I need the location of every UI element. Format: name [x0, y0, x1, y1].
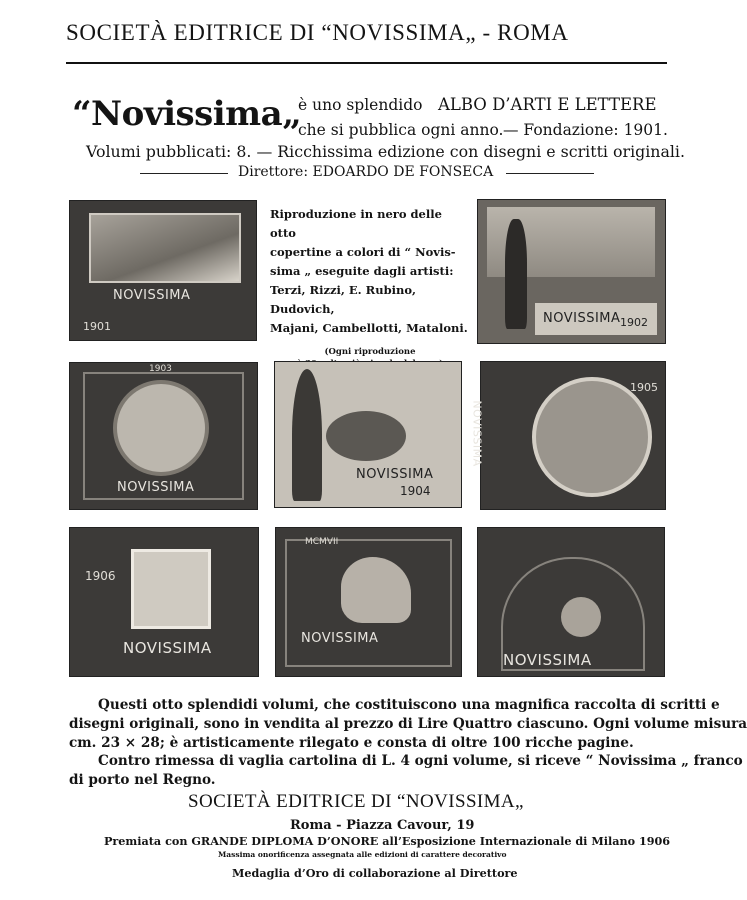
caption-line-5: Majani, Cambellotti, Mataloni.	[270, 321, 468, 335]
footer-award: Premiata con GRANDE DIPLOMA D’ONORE all’Esposizione Internazionale di Milano 1906	[104, 834, 671, 848]
cover-1907	[275, 527, 462, 677]
footer-address: Roma - Piazza Cavour, 19	[290, 818, 475, 833]
cover-1901	[69, 200, 257, 341]
body-line-2: disegni originali, sono in vendita al prezzo di Lire Quattro ciascuno. Ogni volume misura	[69, 716, 747, 732]
masthead-line1-a: è uno splendido	[298, 96, 423, 114]
cover-1904-figure	[292, 369, 322, 501]
header-rule	[66, 62, 667, 64]
cover-1905-year: 1905	[630, 381, 658, 394]
cover-1904-year: 1904	[400, 484, 431, 498]
director-rule-left	[140, 173, 228, 174]
footer-publisher: SOCIETÀ EDITRICE DI “NOVISSIMA„	[188, 791, 524, 812]
cover-1907-title: NOVISSIMA	[301, 631, 379, 646]
cover-1908-title: NOVISSIMA	[503, 651, 592, 669]
cover-1902-year: 1902	[620, 316, 648, 329]
cover-1908-figure	[561, 597, 601, 637]
body-line-1: Questi otto splendidi volumi, che costituiscono una magnifica raccolta di scritti e	[98, 697, 720, 713]
masthead-line3: Volumi pubblicati: 8. — Ricchissima edizione con disegni e scritti originali.	[86, 142, 686, 161]
cover-1901-illustration	[89, 213, 241, 283]
cover-1904-drapery	[326, 411, 406, 461]
masthead-line1-b: ALBO D’ARTI E LETTERE	[438, 95, 657, 114]
cover-1905-title: NOVISSIMA	[470, 400, 484, 467]
cover-1906-title: NOVISSIMA	[123, 639, 212, 657]
footer-medal: Medaglia d’Oro di collaborazione al Direttore	[232, 866, 518, 880]
body-line-3: cm. 23 × 28; è artisticamente rilegato e consta di oltre 100 ricche pagine.	[69, 735, 634, 751]
masthead-line2-b: — Fondazione: 1901.	[503, 121, 668, 139]
cover-1904-title: NOVISSIMA	[356, 467, 434, 482]
caption-line-2: copertine a colori di “ Novis-	[270, 245, 456, 259]
cover-1903-medallion	[113, 380, 209, 476]
cover-1902-figure	[505, 219, 527, 329]
cover-1901-title: NOVISSIMA	[113, 288, 191, 303]
director-rule-right	[506, 173, 594, 174]
director-line: Direttore: EDOARDO DE FONSECA	[238, 164, 494, 180]
cover-1905-medallion	[532, 377, 652, 497]
caption-line-3: sima „ eseguite dagli artisti:	[270, 264, 454, 278]
masthead-line2-a: che si pubblica ogni anno.	[298, 121, 504, 139]
caption-note-1: (Ogni riproduzione	[324, 347, 416, 357]
cover-1907-year: MCMVII	[305, 537, 339, 547]
masthead-title: “Novissima„	[72, 94, 302, 134]
caption-line-4: Terzi, Rizzi, E. Rubino, Dudovich,	[270, 283, 417, 316]
body-line-4: Contro rimessa di vaglia cartolina di L. 4 ogni volume, si riceve “ Novissima „ franco	[98, 753, 743, 769]
cover-1901-year: 1901	[83, 320, 111, 333]
cover-1903-title: NOVISSIMA	[117, 480, 195, 495]
body-line-5: di porto nel Regno.	[69, 772, 216, 788]
cover-1906-year: 1906	[85, 569, 116, 583]
center-caption	[270, 205, 470, 370]
caption-line-1: Riproduzione in nero delle otto	[270, 207, 442, 240]
cover-1908	[477, 527, 665, 677]
cover-1903	[69, 362, 258, 510]
cover-1904	[274, 361, 462, 508]
cover-1902-title: NOVISSIMA	[543, 311, 621, 326]
publisher-header: SOCIETÀ EDITRICE DI “NOVISSIMA„ - ROMA	[66, 20, 569, 45]
cover-1905	[470, 361, 666, 510]
cover-1903-year: 1903	[149, 364, 172, 374]
cover-1902	[477, 199, 666, 344]
cover-1906	[69, 527, 259, 677]
cover-1906-picture	[131, 549, 211, 629]
footer-award-note: Massima onorificenza assegnata alle edizioni di carattere decorativo	[218, 850, 507, 859]
